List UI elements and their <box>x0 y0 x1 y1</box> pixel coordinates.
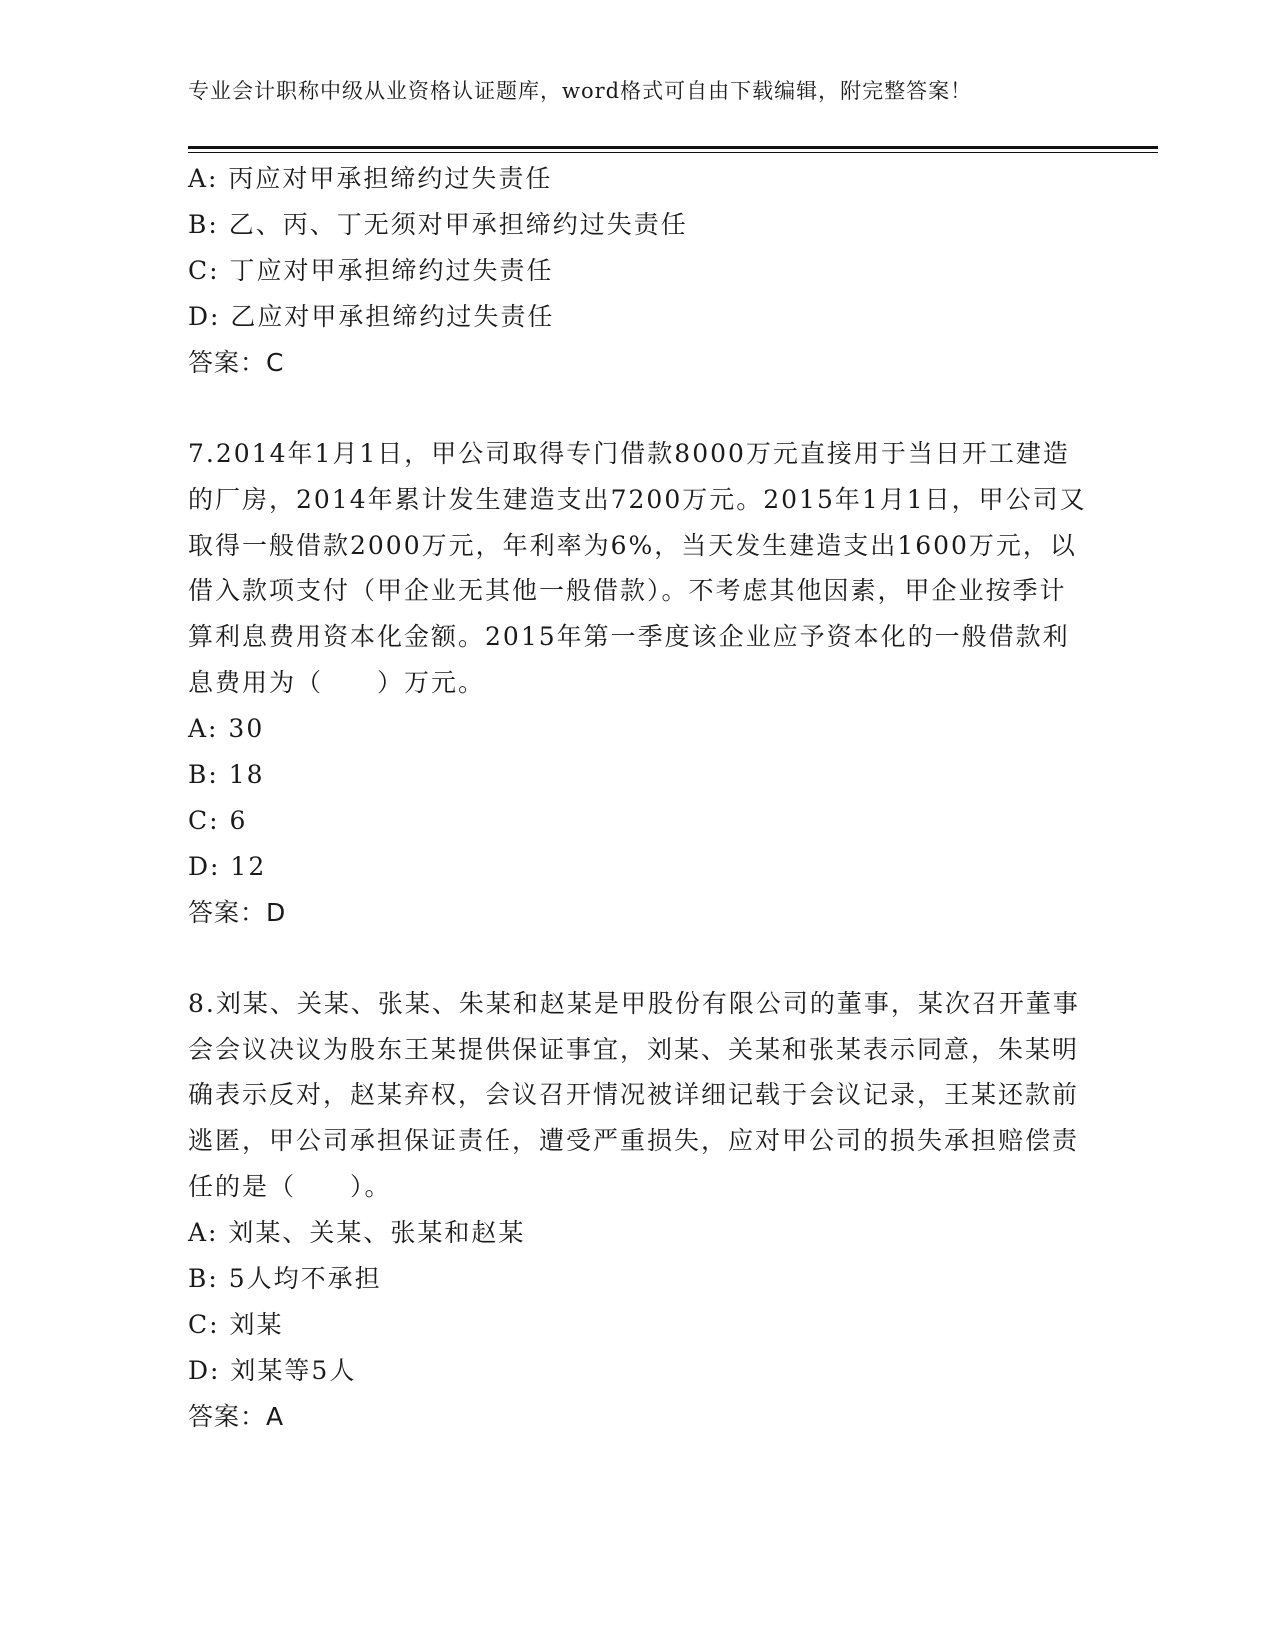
question-6-block <box>188 156 1088 386</box>
question-8-block <box>188 981 1088 1440</box>
option-a: A: 丙应对甲承担缔约过失责任 <box>188 164 553 193</box>
header-rule-thick <box>188 146 1158 149</box>
option-a: A: 刘某、关某、张某和赵某 <box>188 1217 526 1247</box>
document-body <box>188 156 1088 1440</box>
option-c: C: 丁应对甲承担缔约过失责任 <box>188 256 554 285</box>
page-header: 专业会计职称中级从业资格认证题库，word格式可自由下载编辑，附完整答案！ <box>188 79 973 103</box>
option-c: C: 6 <box>188 805 248 835</box>
question-stem: 7.2014年1月1日，甲公司取得专门借款8000万元直接用于当日开工建造的厂房，2014年累计发生建造支出7200万元。2015年1月1日，甲公司又取得一般借款2000万元，年利率为6%，当天发生建造支出1600万元，以借入款项支付（甲企业无其他一般借款）。不考虑其他因素，甲企业按季计算利息费用资本化金额。2015年第一季度该企业应予资本化的一般借款利息费用为（ ）万元。 <box>188 439 1087 697</box>
option-b: B: 5人均不承担 <box>188 1263 382 1293</box>
option-b: B: 乙、丙、丁无须对甲承担缔约过失责任 <box>188 210 688 239</box>
option-d: D: 乙应对甲承担缔约过失责任 <box>188 302 555 331</box>
option-d: D: 刘某等5人 <box>188 1355 357 1385</box>
header-rule-thin <box>188 152 1158 153</box>
option-a: A: 30 <box>188 713 265 743</box>
option-b: B: 18 <box>188 759 265 789</box>
answer-line: 答案：D <box>188 897 287 927</box>
answer-line: 答案：A <box>188 1401 285 1431</box>
question-7-block <box>188 431 1088 936</box>
question-stem: 8.刘某、关某、张某、朱某和赵某是甲股份有限公司的董事，某次召开董事会会议决议为股东王某提供保证事宜，刘某、关某和张某表示同意，朱某明确表示反对，赵某弃权，会议召开情况被详细记载于会议记录，王某还款前逃匿，甲公司承担保证责任，遭受严重损失，应对甲公司的损失承担赔偿责任的是（ ）。 <box>188 988 1080 1201</box>
option-d: D: 12 <box>188 851 267 881</box>
option-c: C: 刘某 <box>188 1309 284 1339</box>
answer-line: 答案：C <box>188 348 285 377</box>
